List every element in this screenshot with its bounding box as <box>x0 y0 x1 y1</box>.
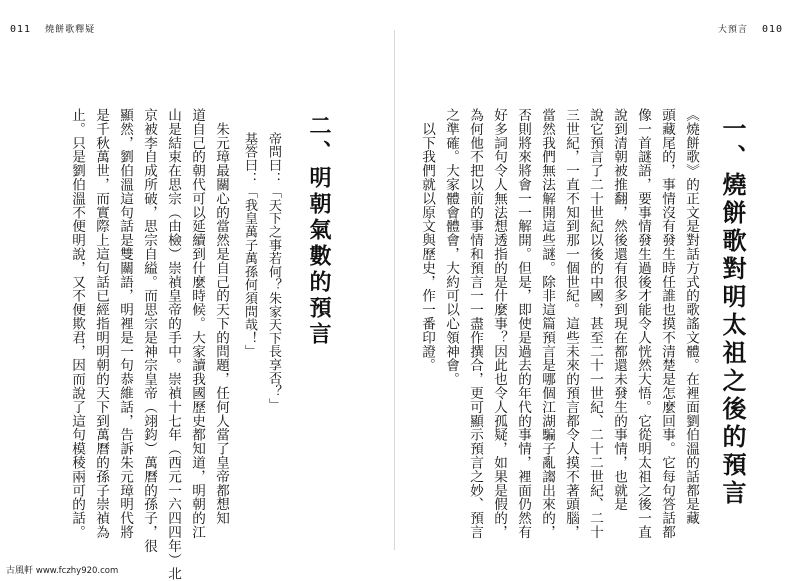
body-column: 京被李自成所破，思宗自縊。而思宗是神宗皇帝（翊鈞）萬曆的孫子，很 <box>141 108 157 553</box>
body-column: 好多詞句令人無法想透指的是什麼事？因此也令人孤疑，如果是假的， <box>491 108 507 539</box>
body-column: 是千秋萬世，而實際上這句話已經指明明朝的天下到萬曆的孫子崇禎為 <box>93 108 109 539</box>
body-column: 否則將來將會一一解開。但是，即使是過去的年代的事情，裡面仍然有 <box>515 108 531 539</box>
body-column: 止。只是劉伯溫不便明說，又不便欺君，因而說了這句模稜兩可的話。 <box>69 108 85 539</box>
quote-question: 帝問曰：「天下之事若何？朱家天下長享否？」 <box>266 132 281 412</box>
left-running-head <box>10 22 95 35</box>
body-column: 顯然，劉伯溫這句話是雙關語，明裡是一句恭維話，告訴朱元璋明代將 <box>117 108 133 539</box>
right-running-title: 大預言 <box>717 25 748 35</box>
body-column: 說它預言了二十世紀以後的中國，甚至二十一世紀、二十二世紀、二十 <box>587 108 603 539</box>
body-column: 之準確。大家體會體會，大約可以心領神會。 <box>443 108 459 386</box>
left-page-number: 011 <box>10 24 32 35</box>
body-column: 朱元璋最關心的當然是自己的天下的問題，任何人當了皇帝都想知 <box>213 108 229 525</box>
site-footer <box>6 563 118 576</box>
right-page-number: 010 <box>761 24 783 35</box>
body-column: 頭藏尾的，事情沒有發生時任誰也摸不清楚是怎麼回事。它每句答話都 <box>659 108 675 539</box>
body-column: 道自己的朝代可以延續到什麼時候。大家讀我國歷史都知道，明朝的江 <box>189 108 205 539</box>
chapter-title: 一、燒餅歌對明太祖之後的預言 <box>718 116 746 508</box>
body-column: 《燒餅歌》的正文是對話方式的歌謠文體。在裡面劉伯溫的話都是藏 <box>683 108 699 525</box>
body-column: 像一首謎語，要事情發生過後才能令人恍然大悟。它從明太祖之後一直 <box>635 108 651 539</box>
body-column: 三世紀，一直不知到那一個世紀。這些未來的預言都令人摸不著頭腦， <box>563 108 579 539</box>
body-column: 以下我們就以原文與歷史，作一番印證。 <box>419 108 435 373</box>
right-running-head <box>718 22 783 35</box>
page-fold <box>394 30 395 550</box>
body-column: 當然我們無法解開這些謎。除非這篇預言是哪個江湖騙子亂謅出來的， <box>539 108 555 539</box>
left-running-title: 燒餅歌釋疑 <box>45 25 96 35</box>
section-title: 二、明朝氣數的預言 <box>306 114 331 348</box>
site-url: www.fczhy920.com <box>35 566 119 576</box>
quote-answer: 基答曰：「我皇萬子萬孫何須問哉！」 <box>242 132 257 359</box>
body-column: 為何他不把以前的事情和預言一一盡作撰合，更可顯示預言之妙、預言 <box>467 108 483 539</box>
body-column: 說到清朝被推翻，然後還有很多到現在都還未發生的事情，也就是 <box>611 108 627 512</box>
site-name: 古風軒 <box>6 566 34 576</box>
body-column: 山是結束在思宗（由檢）崇禎皇帝的手中。崇禎十七年（西元一六四四年）北 <box>165 108 181 581</box>
